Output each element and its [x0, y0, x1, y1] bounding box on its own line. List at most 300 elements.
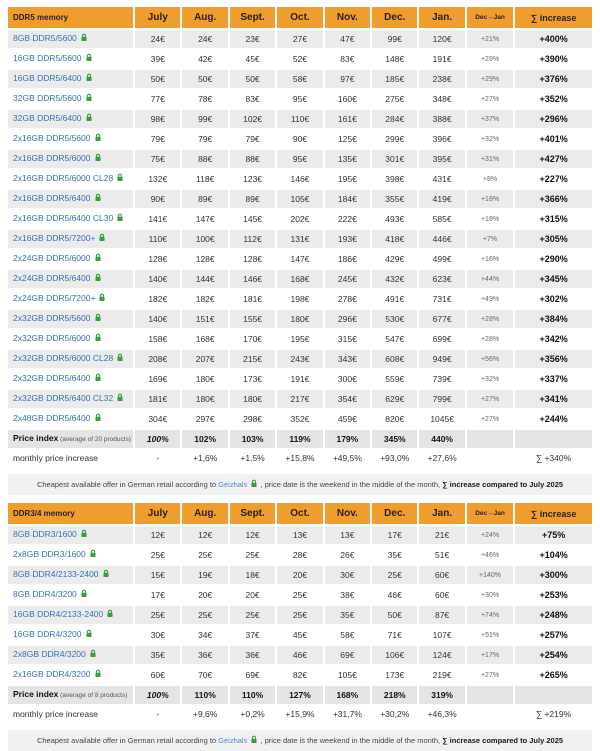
product-link[interactable]: 8GB DDR4/3200 — [13, 589, 77, 599]
price-cell: 25€ — [277, 586, 322, 604]
price-cell: 949€ — [419, 350, 464, 368]
price-cell: 173€ — [372, 666, 417, 684]
price-cell: 180€ — [182, 370, 227, 388]
price-cell: 25€ — [372, 566, 417, 584]
product-cell — [8, 586, 133, 604]
price-cell: 89€ — [182, 190, 227, 208]
column-header-month: Oct. — [277, 7, 322, 28]
price-cell: 151€ — [182, 310, 227, 328]
price-cell: 88€ — [182, 150, 227, 168]
price-index-cell: 440% — [419, 430, 464, 448]
price-cell: 141€ — [135, 210, 180, 228]
price-cell: 17€ — [372, 526, 417, 544]
price-index-cell: 100% — [135, 430, 180, 448]
price-cell: 128€ — [182, 250, 227, 268]
table-row — [8, 410, 592, 428]
sum-increase-cell — [515, 430, 592, 448]
product-cell — [8, 310, 133, 328]
change-cell: +49% — [467, 290, 513, 308]
price-cell: 79€ — [182, 130, 227, 148]
price-cell: 110€ — [135, 230, 180, 248]
price-index-cell: 110% — [182, 686, 227, 704]
price-cell: 58€ — [277, 70, 322, 88]
price-cell: 38€ — [325, 586, 370, 604]
price-cell: 180€ — [230, 390, 275, 408]
monthly-increase-cell: +1,5% — [230, 450, 275, 467]
change-cell: +27% — [467, 90, 513, 108]
table-footnote — [8, 730, 592, 751]
price-cell: 238€ — [419, 70, 464, 88]
price-cell: 97€ — [325, 70, 370, 88]
price-cell: 348€ — [419, 90, 464, 108]
price-cell: 168€ — [277, 270, 322, 288]
product-link[interactable]: 16GB DDR4/2133-2400 — [13, 609, 104, 619]
price-cell: 125€ — [325, 130, 370, 148]
table-row — [8, 666, 592, 684]
table-row — [8, 30, 592, 48]
price-cell: 25€ — [182, 546, 227, 564]
product-link[interactable]: 8GB DDR5/5600 — [13, 33, 77, 43]
sum-increase-cell: +376% — [515, 70, 592, 88]
monthly-increase-cell: +9,6% — [182, 706, 227, 723]
price-cell: 180€ — [277, 310, 322, 328]
product-link[interactable]: 2x32GB DDR5/6000 CL28 — [13, 353, 114, 363]
lock-icon — [94, 152, 102, 167]
sum-increase-cell: +227% — [515, 170, 592, 188]
monthly-increase-cell: +27,6% — [419, 450, 464, 467]
price-cell: 60€ — [419, 586, 464, 604]
price-cell: 105€ — [277, 190, 322, 208]
price-cell: 245€ — [325, 270, 370, 288]
price-cell: 75€ — [135, 150, 180, 168]
product-cell — [8, 606, 133, 624]
lock-icon — [94, 668, 102, 683]
sum-increase-cell: +384% — [515, 310, 592, 328]
price-cell: 429€ — [372, 250, 417, 268]
price-index-label: Price index (average of 20 products) — [8, 430, 133, 448]
product-link[interactable]: 2x16GB DDR4/3200 — [13, 669, 91, 679]
price-cell: 112€ — [230, 230, 275, 248]
price-cell: 105€ — [325, 666, 370, 684]
lock-icon — [116, 352, 124, 367]
total-sum-cell: ∑ +219% — [515, 706, 592, 723]
product-cell — [8, 30, 133, 48]
price-cell: 585€ — [419, 210, 464, 228]
price-index-cell: 119% — [277, 430, 322, 448]
sum-increase-cell: +341% — [515, 390, 592, 408]
price-cell: 50€ — [372, 606, 417, 624]
monthly-increase-cell: +15,8% — [277, 450, 322, 467]
product-link[interactable]: 2x24GB DDR5/6400 — [13, 273, 91, 283]
price-cell: 23€ — [230, 30, 275, 48]
product-cell — [8, 210, 133, 228]
price-cell: 78€ — [182, 90, 227, 108]
price-cell: 110€ — [277, 110, 322, 128]
change-cell: +29% — [467, 70, 513, 88]
price-cell: 12€ — [135, 526, 180, 544]
price-cell: 83€ — [325, 50, 370, 68]
price-cell: 17€ — [135, 586, 180, 604]
price-cell: 58€ — [325, 626, 370, 644]
price-cell: 36€ — [182, 646, 227, 664]
product-cell — [8, 526, 133, 544]
price-cell: 82€ — [277, 666, 322, 684]
price-cell: 491€ — [372, 290, 417, 308]
price-cell: 146€ — [277, 170, 322, 188]
price-cell: 799€ — [419, 390, 464, 408]
price-cell: 530€ — [372, 310, 417, 328]
price-cell: 559€ — [372, 370, 417, 388]
product-link[interactable]: 32GB DDR5/6400 — [13, 113, 82, 123]
footnote-text: Cheapest available offer in German retail according to — [36, 736, 219, 745]
table-row — [8, 50, 592, 68]
product-cell — [8, 170, 133, 188]
footnote-text: Cheapest available offer in German retail according to — [36, 480, 219, 489]
product-cell — [8, 250, 133, 268]
monthly-increase-cell: +46,3% — [419, 706, 464, 723]
price-cell: 102€ — [230, 110, 275, 128]
change-cell: +19% — [467, 210, 513, 228]
price-cell: 219€ — [419, 666, 464, 684]
lock-icon — [85, 92, 93, 107]
product-cell — [8, 390, 133, 408]
price-cell: 173€ — [230, 370, 275, 388]
product-link[interactable]: 2x8GB DDR3/1600 — [13, 549, 86, 559]
sum-increase-cell: +254% — [515, 646, 592, 664]
price-cell: 107€ — [419, 626, 464, 644]
price-cell: 608€ — [372, 350, 417, 368]
price-cell: 699€ — [419, 330, 464, 348]
change-cell: +74% — [467, 606, 513, 624]
product-link[interactable]: 2x32GB DDR5/6400 — [13, 373, 91, 383]
table-title: DDR3/4 memory — [8, 503, 133, 524]
change-cell: +28% — [467, 330, 513, 348]
price-cell: 69€ — [230, 666, 275, 684]
column-header-month: Jan. — [419, 503, 464, 524]
price-cell: 148€ — [372, 50, 417, 68]
monthly-increase-row — [8, 706, 592, 723]
change-cell: +56% — [467, 350, 513, 368]
product-link[interactable]: 2x16GB DDR5/5600 — [13, 133, 91, 143]
product-link[interactable]: 2x16GB DDR5/6000 CL28 — [13, 173, 114, 183]
lock-icon — [80, 588, 88, 603]
price-cell: 18€ — [230, 566, 275, 584]
price-cell: 46€ — [372, 586, 417, 604]
geizhals-link[interactable]: Geizhals — [218, 736, 248, 745]
price-cell: 186€ — [325, 250, 370, 268]
price-cell: 185€ — [372, 70, 417, 88]
change-cell: +46% — [467, 546, 513, 564]
change-cell: +8% — [467, 170, 513, 188]
price-cell: 243€ — [277, 350, 322, 368]
price-cell: 731€ — [419, 290, 464, 308]
price-cell: 60€ — [135, 666, 180, 684]
price-cell: 432€ — [372, 270, 417, 288]
column-header-month: Jan. — [419, 7, 464, 28]
price-cell: 198€ — [277, 290, 322, 308]
price-index-cell: 345% — [372, 430, 417, 448]
sum-increase-cell: +305% — [515, 230, 592, 248]
price-cell: 140€ — [135, 270, 180, 288]
price-cell: 222€ — [325, 210, 370, 228]
lock-icon — [94, 132, 102, 147]
column-header-month: Sept. — [230, 7, 275, 28]
change-cell: +21% — [467, 30, 513, 48]
lock-icon — [85, 112, 93, 127]
price-cell: 191€ — [419, 50, 464, 68]
price-cell: 26€ — [325, 546, 370, 564]
price-cell: 191€ — [277, 370, 322, 388]
table-row — [8, 130, 592, 148]
product-link[interactable]: 2x16GB DDR5/6400 — [13, 193, 91, 203]
lock-icon — [80, 32, 88, 47]
sum-increase-cell: +244% — [515, 410, 592, 428]
price-cell: 120€ — [419, 30, 464, 48]
monthly-increase-cell: - — [135, 450, 180, 467]
price-cell: 39€ — [135, 50, 180, 68]
sum-increase-cell: +290% — [515, 250, 592, 268]
price-cell: 132€ — [135, 170, 180, 188]
product-link[interactable]: 16GB DDR4/3200 — [13, 629, 82, 639]
price-cell: 284€ — [372, 110, 417, 128]
product-link[interactable]: 8GB DDR3/1600 — [13, 529, 77, 539]
sum-increase-cell — [515, 686, 592, 704]
product-cell — [8, 110, 133, 128]
price-cell: 181€ — [230, 290, 275, 308]
product-link[interactable]: 8GB DDR4/2133-2400 — [13, 569, 99, 579]
monthly-increase-cell: +93,0% — [372, 450, 417, 467]
column-header-sum: ∑ increase — [515, 7, 592, 28]
product-cell — [8, 230, 133, 248]
product-link[interactable]: 2x24GB DDR5/7200+ — [13, 293, 96, 303]
price-cell: 21€ — [419, 526, 464, 544]
price-cell: 35€ — [372, 546, 417, 564]
product-link[interactable]: 2x32GB DDR5/5600 — [13, 313, 91, 323]
price-cell: 24€ — [135, 30, 180, 48]
price-cell: 50€ — [230, 70, 275, 88]
change-cell — [467, 706, 513, 723]
lock-icon — [250, 735, 258, 746]
price-cell: 128€ — [135, 250, 180, 268]
price-index-cell: 103% — [230, 430, 275, 448]
table-row — [8, 270, 592, 288]
monthly-increase-cell: +0,2% — [230, 706, 275, 723]
price-cell: 90€ — [277, 130, 322, 148]
lock-icon — [94, 372, 102, 387]
sum-increase-cell: +401% — [515, 130, 592, 148]
change-cell: +24% — [467, 526, 513, 544]
lock-icon — [102, 568, 110, 583]
column-header-month: Nov. — [325, 503, 370, 524]
column-header-month: Nov. — [325, 7, 370, 28]
sum-increase-cell: +427% — [515, 150, 592, 168]
price-cell: 180€ — [182, 390, 227, 408]
sum-increase-cell: +253% — [515, 586, 592, 604]
price-cell: 296€ — [325, 310, 370, 328]
price-index-cell: 110% — [230, 686, 275, 704]
price-cell: 396€ — [419, 130, 464, 148]
product-link[interactable]: 2x16GB DDR5/7200+ — [13, 233, 96, 243]
column-header-month: Dec. — [372, 7, 417, 28]
price-cell: 19€ — [182, 566, 227, 584]
product-link[interactable]: 2x8GB DDR4/3200 — [13, 649, 86, 659]
change-cell: +17% — [467, 646, 513, 664]
price-cell: 193€ — [325, 230, 370, 248]
sum-increase-cell: +75% — [515, 526, 592, 544]
price-index-cell: 319% — [419, 686, 464, 704]
price-cell: 446€ — [419, 230, 464, 248]
price-cell: 25€ — [230, 546, 275, 564]
price-cell: 169€ — [135, 370, 180, 388]
price-cell: 98€ — [135, 110, 180, 128]
table-row — [8, 370, 592, 388]
product-link[interactable]: 32GB DDR5/5600 — [13, 93, 82, 103]
price-cell: 147€ — [277, 250, 322, 268]
price-cell: 304€ — [135, 410, 180, 428]
price-cell: 27€ — [277, 30, 322, 48]
table-row — [8, 646, 592, 664]
price-cell: 87€ — [419, 606, 464, 624]
price-index-row — [8, 430, 592, 448]
footnote-bold-text: ∑ increase compared to July 2025 — [442, 480, 564, 489]
price-cell: 388€ — [419, 110, 464, 128]
price-cell: 37€ — [230, 626, 275, 644]
price-cell: 315€ — [325, 330, 370, 348]
lock-icon — [94, 252, 102, 267]
column-header-month: July — [135, 7, 180, 28]
lock-icon — [94, 312, 102, 327]
price-cell: 140€ — [135, 310, 180, 328]
product-link[interactable]: 2x16GB DDR5/6000 — [13, 153, 91, 163]
price-cell: 99€ — [372, 30, 417, 48]
table-row — [8, 230, 592, 248]
sum-increase-cell: +356% — [515, 350, 592, 368]
lock-icon — [85, 628, 93, 643]
lock-icon — [94, 412, 102, 427]
price-cell: 131€ — [277, 230, 322, 248]
price-cell: 343€ — [325, 350, 370, 368]
price-cell: 28€ — [277, 546, 322, 564]
price-cell: 418€ — [372, 230, 417, 248]
price-cell: 95€ — [277, 150, 322, 168]
price-cell: 1045€ — [419, 410, 464, 428]
table-row — [8, 110, 592, 128]
table-row — [8, 566, 592, 584]
lock-icon — [116, 392, 124, 407]
sum-increase-cell: +104% — [515, 546, 592, 564]
price-cell: 278€ — [325, 290, 370, 308]
price-cell: 147€ — [182, 210, 227, 228]
price-cell: 459€ — [325, 410, 370, 428]
price-cell: 158€ — [135, 330, 180, 348]
monthly-increase-cell: +1,6% — [182, 450, 227, 467]
price-cell: 352€ — [277, 410, 322, 428]
total-sum-cell: ∑ +340% — [515, 450, 592, 467]
price-cell: 168€ — [182, 330, 227, 348]
ddr5-price-table — [6, 5, 594, 469]
price-cell: 35€ — [325, 606, 370, 624]
price-cell: 677€ — [419, 310, 464, 328]
price-cell: 128€ — [230, 250, 275, 268]
price-index-cell: 102% — [182, 430, 227, 448]
price-cell: 79€ — [135, 130, 180, 148]
price-cell: 51€ — [419, 546, 464, 564]
price-cell: 50€ — [182, 70, 227, 88]
price-cell: 354€ — [325, 390, 370, 408]
geizhals-link[interactable]: Geizhals — [218, 480, 248, 489]
table-row — [8, 210, 592, 228]
price-cell: 182€ — [135, 290, 180, 308]
product-cell — [8, 410, 133, 428]
product-link[interactable]: 2x32GB DDR5/6000 — [13, 333, 91, 343]
product-cell — [8, 150, 133, 168]
product-link[interactable]: 2x48GB DDR5/6400 — [13, 413, 91, 423]
product-link[interactable]: 16GB DDR5/5600 — [13, 53, 82, 63]
column-header-month: July — [135, 503, 180, 524]
price-cell: 431€ — [419, 170, 464, 188]
product-link[interactable]: 2x16GB DDR5/6400 CL30 — [13, 213, 114, 223]
price-cell: 25€ — [135, 546, 180, 564]
price-cell: 88€ — [230, 150, 275, 168]
price-cell: 395€ — [419, 150, 464, 168]
lock-icon — [94, 192, 102, 207]
footnote-text: , price date is the weekend in the middle of the month, — [258, 736, 443, 745]
sum-increase-cell: +315% — [515, 210, 592, 228]
product-link[interactable]: 16GB DDR5/6400 — [13, 73, 82, 83]
price-cell: 217€ — [277, 390, 322, 408]
sum-increase-cell: +390% — [515, 50, 592, 68]
change-cell: +27% — [467, 390, 513, 408]
table-row — [8, 310, 592, 328]
monthly-increase-cell: +15,9% — [277, 706, 322, 723]
price-cell: 95€ — [277, 90, 322, 108]
change-cell: +44% — [467, 270, 513, 288]
price-index-cell: 168% — [325, 686, 370, 704]
change-cell: +16% — [467, 250, 513, 268]
price-cell: 42€ — [182, 50, 227, 68]
ddr34-price-table — [6, 501, 594, 725]
lock-icon — [98, 232, 106, 247]
product-link[interactable]: 2x24GB DDR5/6000 — [13, 253, 91, 263]
price-cell: 419€ — [419, 190, 464, 208]
product-cell — [8, 546, 133, 564]
price-cell: 79€ — [230, 130, 275, 148]
product-cell — [8, 190, 133, 208]
price-cell: 36€ — [230, 646, 275, 664]
price-cell: 12€ — [230, 526, 275, 544]
price-cell: 89€ — [230, 190, 275, 208]
product-cell — [8, 130, 133, 148]
price-cell: 155€ — [230, 310, 275, 328]
price-cell: 355€ — [372, 190, 417, 208]
table-row — [8, 290, 592, 308]
table-row — [8, 350, 592, 368]
product-link[interactable]: 2x32GB DDR5/6400 CL32 — [13, 393, 114, 403]
lock-icon — [106, 608, 114, 623]
change-cell: +28% — [467, 310, 513, 328]
product-cell — [8, 370, 133, 388]
price-cell: 182€ — [182, 290, 227, 308]
product-cell — [8, 666, 133, 684]
price-cell: 20€ — [182, 586, 227, 604]
price-cell: 106€ — [372, 646, 417, 664]
change-cell: +140% — [467, 566, 513, 584]
price-cell: 25€ — [230, 606, 275, 624]
change-cell: +27% — [467, 410, 513, 428]
table-footnote — [8, 474, 592, 495]
price-index-cell: 127% — [277, 686, 322, 704]
price-cell: 301€ — [372, 150, 417, 168]
